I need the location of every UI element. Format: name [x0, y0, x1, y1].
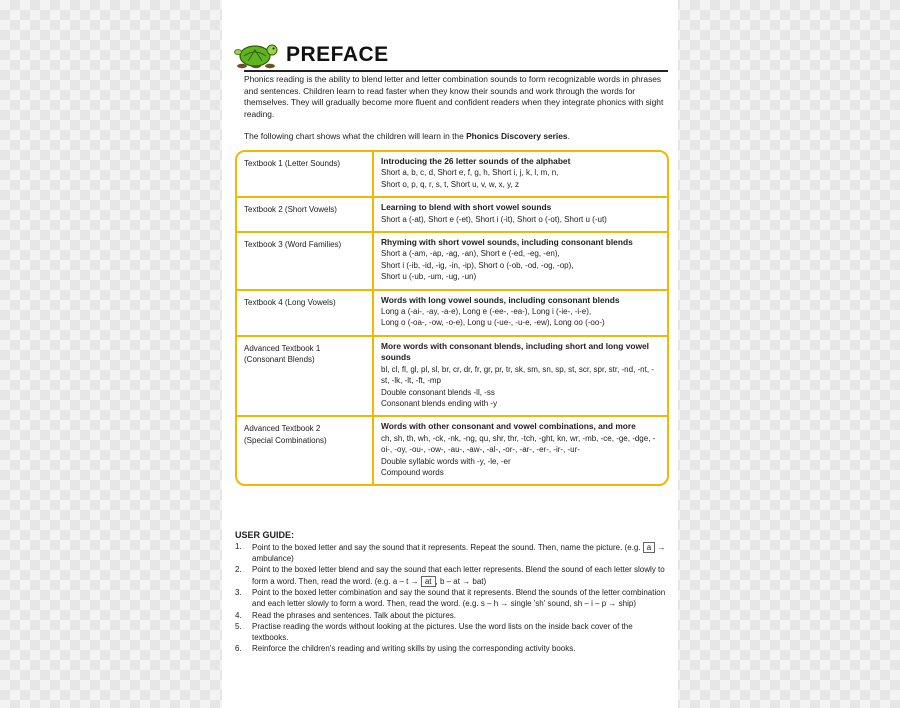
intro-paragraph: Phonics reading is the ability to blend letter and letter combination sounds to form recognizable words in phrases and sentences. Children learn to read faster when they know their sounds and work through the words for themselves. They will gradually become more fluent and confident readers when they integrate phonics with sight reading. — [244, 74, 664, 119]
content-line: Double consonant blends -ll, -ss — [381, 387, 495, 397]
content-line: ch, sh, th, wh, -ck, -nk, -ng, qu, shr, thr, -tch, -ght, kn, wr, -mb, -ce, -ge, -dge, -oi-, -oy, -ou-, -ow-, -au-, -aw-, -al-, -or-, -ar-, -er-, -ir-, -ur- — [381, 433, 656, 455]
content-line: Short a (-at), Short e (-et), Short i (-it), Short o (-ot), Short u (-ut) — [381, 214, 607, 224]
textbook-label — [237, 290, 373, 336]
textbook-label-line: Textbook 3 (Word Families) — [244, 240, 342, 250]
chart-note-end: . — [567, 131, 570, 141]
guide-item-number: 6. — [235, 644, 242, 654]
guide-item-text: Reinforce the children's reading and writing skills by using the corresponding activity books. — [252, 644, 576, 654]
boxed-example: a — [643, 542, 655, 553]
content-line: Short i (-ib, -id, -ig, -in, -ip), Short o (-ob, -od, -og, -op), — [381, 260, 574, 270]
table-row — [237, 290, 667, 336]
textbook-label-line: Textbook 1 (Letter Sounds) — [244, 159, 341, 168]
curriculum-table — [235, 150, 669, 486]
textbook-content — [373, 152, 667, 197]
guide-item-text: Practise reading the words without looking at the pictures. Use the word lists on the inside back cover of the textbooks. — [252, 622, 633, 642]
guide-item-number: 1. — [235, 542, 242, 551]
table-row — [237, 197, 667, 232]
content-line: Short a (-am, -ap, -ag, -an), Short e (-ed, -eg, -en), — [381, 249, 560, 259]
guide-item-number: 4. — [235, 610, 242, 620]
guide-item-number: 2. — [235, 565, 242, 575]
textbook-label — [237, 336, 373, 416]
content-title: Words with other consonant and vowel combinations, and more — [381, 421, 636, 432]
chart-note-text: The following chart shows what the children will learn in the — [244, 131, 467, 141]
textbook-label — [237, 416, 373, 484]
guide-item-text — [252, 565, 669, 587]
page-title: PREFACE — [286, 43, 389, 66]
textbook-label-line: Advanced Textbook 1 — [244, 343, 321, 353]
textbook-label — [237, 197, 373, 232]
guide-item — [235, 622, 669, 643]
guide-text-part: → ambulance) — [252, 543, 666, 563]
content-title: More words with consonant blends, including short and long vowel sounds — [381, 340, 650, 363]
table-row — [237, 336, 667, 416]
content-title: Rhyming with short vowel sounds, including consonant blends — [381, 237, 633, 248]
user-guide-heading: USER GUIDE: — [235, 530, 295, 540]
guide-item — [235, 644, 669, 655]
textbook-label-line: Textbook 2 (Short Vowels) — [244, 205, 337, 215]
textbook-content — [373, 290, 667, 336]
table-row — [237, 416, 667, 484]
page-header — [234, 38, 389, 72]
table-row — [237, 232, 667, 290]
guide-item — [235, 588, 669, 609]
textbook-label-line: Textbook 4 (Long Vowels) — [244, 297, 336, 307]
content-line: Double syllabic words with -y, -le, -er — [381, 456, 511, 466]
guide-item-text — [252, 542, 669, 564]
guide-item — [235, 565, 669, 587]
chart-note — [244, 131, 668, 143]
user-guide-list — [235, 542, 669, 656]
guide-text-part: , b – at → bat) — [435, 576, 487, 586]
textbook-label-line: (Special Combinations) — [244, 435, 327, 445]
turtle-icon — [234, 40, 278, 70]
textbook-content — [373, 416, 667, 484]
textbook-label — [237, 232, 373, 290]
content-title: Words with long vowel sounds, including consonant blends — [381, 294, 620, 305]
guide-item — [235, 542, 669, 564]
guide-text-part: Point to the boxed letter blend and say the sound that each letter represents. Blend the sound of each letter slowly to form a word. Then, read the word. (e.g. a – t → — [252, 565, 665, 586]
textbook-label-line: (Consonant Blends) — [244, 355, 315, 365]
guide-item-number: 5. — [235, 622, 242, 632]
content-line: Short u (-ub, -um, -ug, -un) — [381, 272, 477, 282]
title-divider — [244, 70, 668, 72]
content-line: Consonant blends ending with -y — [381, 398, 498, 408]
series-name: Phonics Discovery series — [466, 131, 568, 141]
guide-item-number: 3. — [235, 588, 242, 598]
content-title: Introducing the 26 letter sounds of the alphabet — [381, 156, 571, 166]
content-title: Learning to blend with short vowel sounds — [381, 202, 552, 213]
content-line: bl, cl, fl, gl, pl, sl, br, cr, dr, fr, gr, pr, tr, sk, sm, sn, sp, st, scr, spr, str, -nd, -nt, -st, -lk, -lt, -ft, -mp — [381, 364, 654, 386]
textbook-label-line: Advanced Textbook 2 — [244, 424, 321, 434]
guide-text-part: Point to the boxed letter and say the sound that it represents. Repeat the sound. Then, name the picture. (e.g. — [252, 543, 643, 552]
textbook-content — [373, 232, 667, 290]
boxed-example: at — [421, 576, 436, 587]
textbook-label — [237, 152, 373, 197]
textbook-content — [373, 336, 667, 416]
guide-item-text: Read the phrases and sentences. Talk about the pictures. — [252, 610, 456, 620]
content-line: Short a, b, c, d, Short e, f, g, h, Short i, j, k, l, m, n, — [381, 168, 559, 178]
table-row — [237, 152, 667, 197]
textbook-content — [373, 197, 667, 232]
guide-item — [235, 611, 669, 622]
preface-page — [222, 0, 678, 708]
content-line: Compound words — [381, 467, 444, 477]
content-line: Long a (-ai-, -ay, -a-e), Long e (-ee-, -ea-), Long i (-ie-, -i-e), — [381, 307, 592, 317]
guide-item-text: Point to the boxed letter combination and say the sound that it represents. Blend the sounds of the letter combination and each letter slowly to form a word. Then, read the word. (e.g. s – h → single 'sh' sound, sh – i – p → ship) — [252, 588, 666, 608]
content-line: Short o, p, q, r, s, t, Short u, v, w, x, y, z — [381, 179, 519, 189]
content-line: Long o (-oa-, -ow, -o-e), Long u (-ue-, -u-e, -ew), Long oo (-oo-) — [381, 318, 605, 328]
